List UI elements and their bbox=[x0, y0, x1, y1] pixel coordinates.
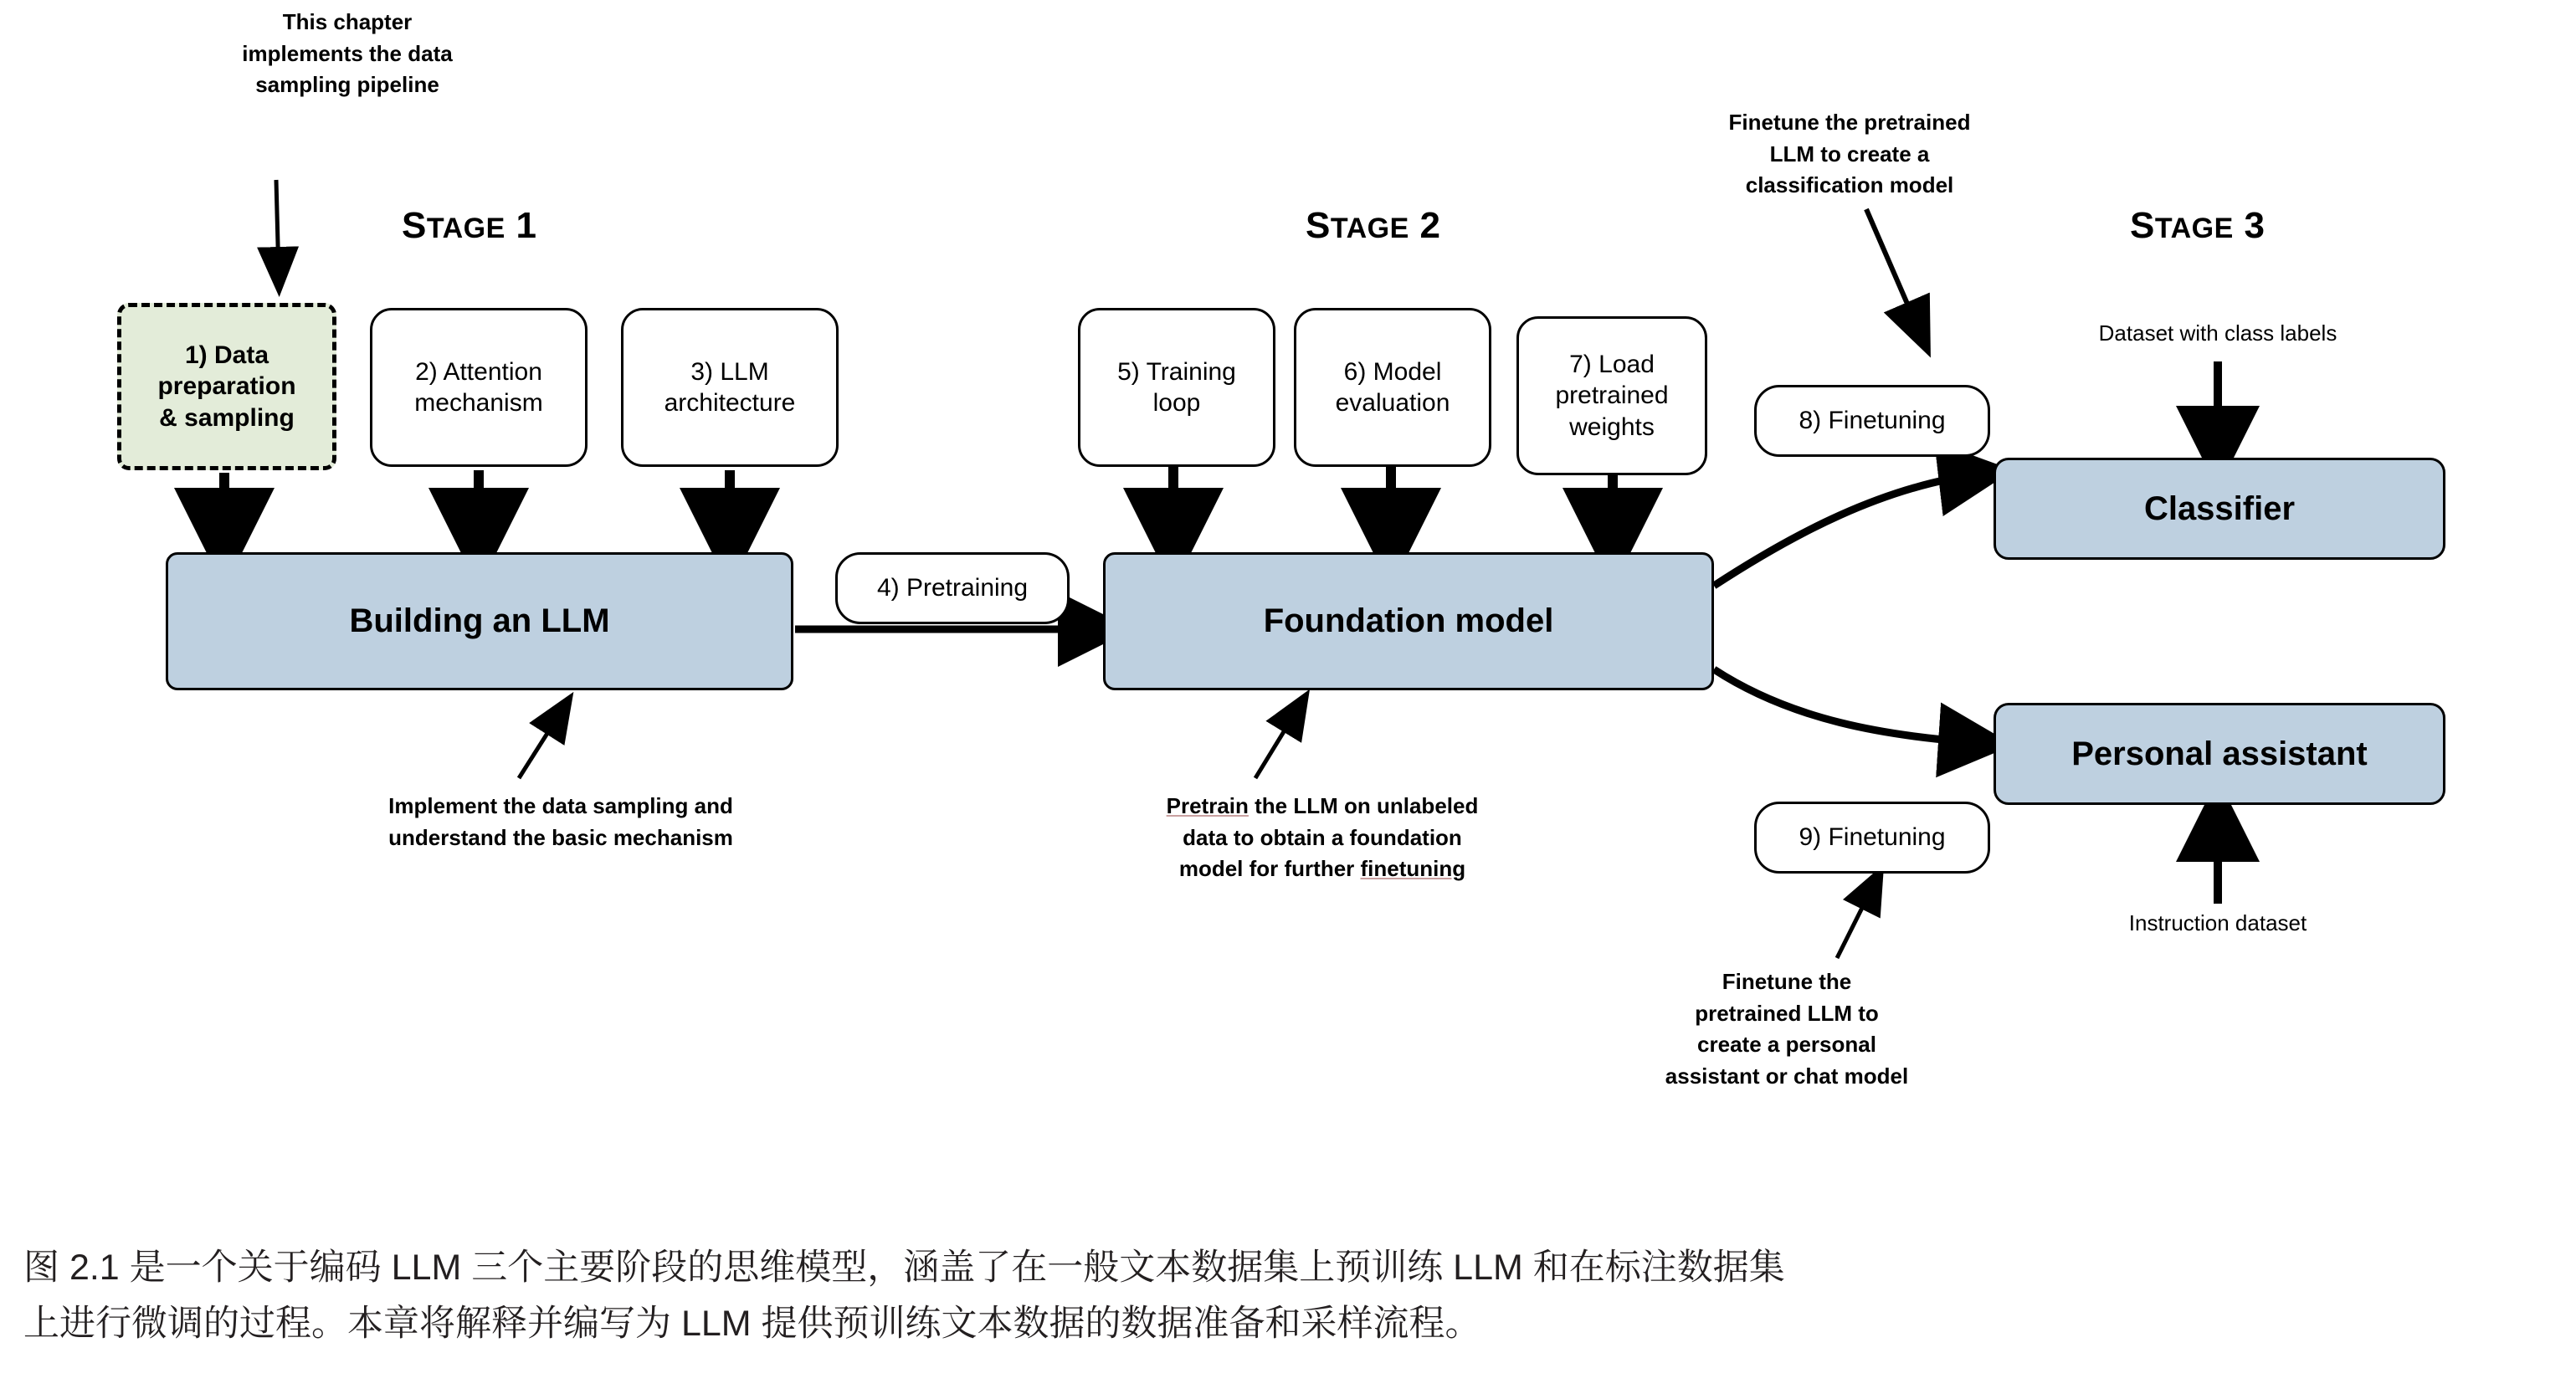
step-4-pretraining[interactable] bbox=[835, 552, 1070, 624]
step-6-line-1: 6) Model bbox=[1343, 357, 1442, 386]
caption-line-2: 上进行微调的过程。本章将解释并编写为 LLM 提供预训练文本数据的数据准备和采样流程。 bbox=[23, 1303, 1481, 1344]
block-foundation-model-label: Foundation model bbox=[1263, 602, 1554, 639]
step-7-line-3: weights bbox=[1569, 413, 1655, 441]
step-3-line-1: 3) LLM bbox=[690, 357, 769, 386]
block-classifier-label: Classifier bbox=[2143, 489, 2296, 527]
annotation-instruction-dataset: Instruction dataset bbox=[2128, 910, 2307, 935]
stage-2-label: STAGE 2 bbox=[1306, 205, 1441, 246]
annotation-finetune-classifier: Finetune the pretrained LLM to create a classification model bbox=[1728, 110, 1971, 198]
block-building-an-llm-label: Building an LLM bbox=[349, 602, 610, 639]
annotation-finetune-assistant: Finetune the pretrained LLM to create a personal assistant or chat model bbox=[1665, 969, 1909, 1089]
annotation-chapter-note: This chapter implements the data sampling pipeline bbox=[242, 9, 453, 98]
step-7-load-pretrained-weights[interactable] bbox=[1516, 316, 1707, 475]
step-5-training-loop[interactable] bbox=[1078, 308, 1275, 467]
step-1-line-2: preparation bbox=[157, 372, 296, 401]
block-foundation-model[interactable] bbox=[1103, 552, 1714, 690]
figure-caption bbox=[23, 1240, 2551, 1351]
step-4-label: 4) Pretraining bbox=[876, 574, 1029, 602]
step-9-finetuning[interactable] bbox=[1754, 802, 1990, 874]
step-5-line-1: 5) Training bbox=[1117, 357, 1236, 386]
stage-3-label: STAGE 3 bbox=[2130, 205, 2266, 246]
step-6-model-evaluation[interactable] bbox=[1294, 308, 1491, 467]
step-8-label: 8) Finetuning bbox=[1799, 407, 1946, 434]
step-2-attention-mechanism[interactable] bbox=[370, 308, 588, 467]
step-7-line-2: pretrained bbox=[1555, 382, 1669, 410]
annotation-dataset-class-labels: Dataset with class labels bbox=[2098, 320, 2337, 346]
step-3-llm-architecture[interactable] bbox=[621, 308, 839, 467]
step-1-line-1: 1) Data bbox=[184, 341, 269, 369]
step-7-line-1: 7) Load bbox=[1569, 350, 1655, 378]
caption-line-1: 图 2.1 是一个关于编码 LLM 三个主要阶段的思维模型，涵盖了在一般文本数据集上预训练 LLM 和在标注数据集 bbox=[23, 1248, 1785, 1288]
step-1-line-3: & sampling bbox=[159, 403, 295, 432]
step-3-line-2: architecture bbox=[664, 389, 796, 417]
block-personal-assistant-label: Personal assistant bbox=[2071, 735, 2368, 772]
annotation-implement-note: Implement the data sampling and understand the basic mechanism bbox=[388, 793, 733, 850]
annotation-pretrain-note: Pretrain the LLM on unlabeled data to obtain a foundation model for further finetuning bbox=[1166, 793, 1479, 882]
step-8-finetuning[interactable] bbox=[1754, 385, 1990, 457]
step-2-line-2: mechanism bbox=[414, 389, 543, 417]
block-personal-assistant[interactable] bbox=[1994, 703, 2445, 805]
step-9-label: 9) Finetuning bbox=[1799, 823, 1946, 851]
step-2-line-1: 2) Attention bbox=[415, 357, 542, 386]
block-classifier[interactable] bbox=[1994, 458, 2445, 560]
stage-1-label: STAGE 1 bbox=[402, 205, 537, 246]
step-5-line-2: loop bbox=[1152, 389, 1201, 417]
step-6-line-2: evaluation bbox=[1335, 389, 1450, 417]
step-1-data-preparation[interactable] bbox=[117, 303, 336, 470]
block-building-an-llm[interactable] bbox=[166, 552, 793, 690]
